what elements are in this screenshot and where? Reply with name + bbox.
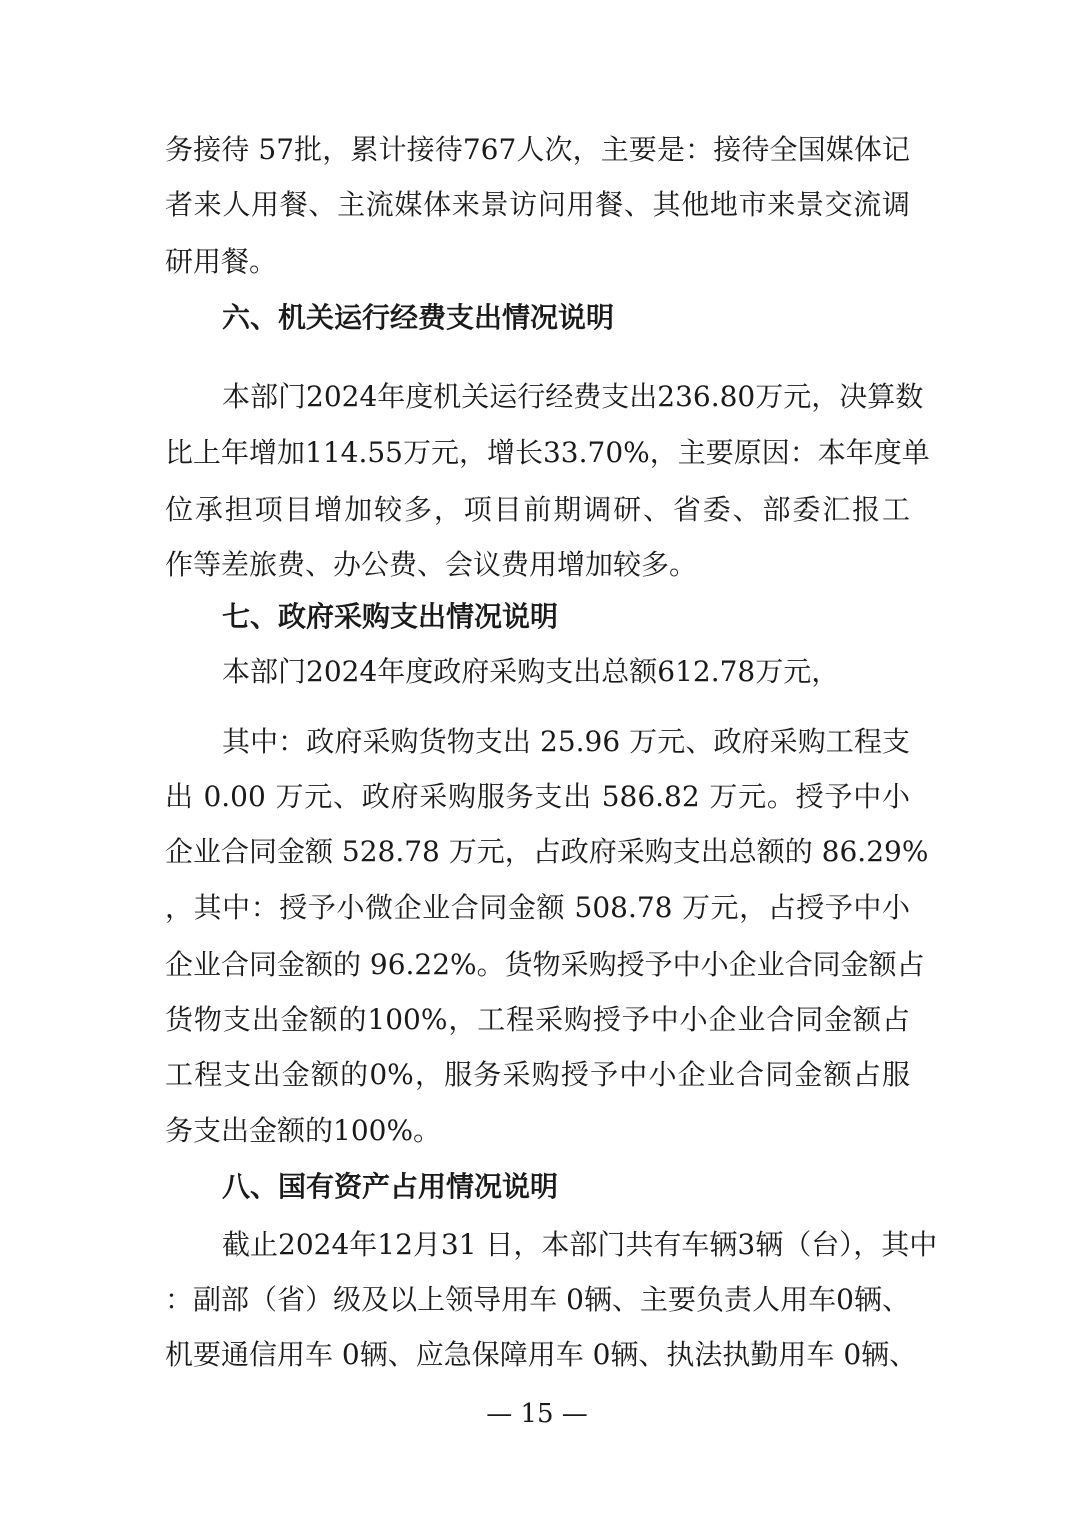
text-line: ，其中：授予小微企业合同金额 508.78 万元，占授予中小 <box>165 891 910 924</box>
text-line: ：副部（省）级及以上领导用车 0辆、主要负责人用车0辆、 <box>165 1283 910 1316</box>
text-line: 位承担项目增加较多，项目前期调研、省委、部委汇报工 <box>165 493 910 526</box>
text-line: 工程支出金额的0%，服务采购授予中小企业合同金额占服 <box>165 1058 910 1091</box>
paragraph-procurement-total: 本部门2024年度政府采购支出总额612.78万元， <box>222 655 840 688</box>
section-heading-7: 七、政府采购支出情况说明 <box>222 600 559 633</box>
text-line: 货物支出金额的100%，工程采购授予中小企业合同金额占 <box>165 1003 910 1036</box>
text-line: 企业合同金额 528.78 万元，占政府采购支出总额的 86.29% <box>165 835 929 868</box>
section-heading-6: 六、机关运行经费支出情况说明 <box>222 301 615 334</box>
text-line: 企业合同金额的 96.22%。货物采购授予中小企业合同金额占 <box>165 948 925 981</box>
text-line: 作等差旅费、办公费、会议费用增加较多。 <box>165 548 698 581</box>
section-heading-8: 八、国有资产占用情况说明 <box>222 1170 559 1203</box>
page-number: — 15 — <box>486 1399 588 1429</box>
text-line: 其中：政府采购货物支出 25.96 万元、政府采购工程支 <box>222 725 910 758</box>
text-line: 出 0.00 万元、政府采购服务支出 586.82 万元。授予中小 <box>165 780 910 813</box>
text-line: 者来人用餐、主流媒体来景访问用餐、其他地市来景交流调 <box>165 188 910 221</box>
text-line: 研用餐。 <box>165 245 278 278</box>
text-line: 务接待 57批，累计接待767人次，主要是：接待全国媒体记 <box>165 133 910 166</box>
text-line: 机要通信用车 0辆、应急保障用车 0辆、执法执勤用车 0辆、 <box>165 1338 918 1371</box>
text-line: 本部门2024年度机关运行经费支出236.80万元，决算数 <box>222 380 924 413</box>
text-line: 务支出金额的100%。 <box>165 1114 442 1147</box>
text-line: 比上年增加114.55万元，增长33.70%，主要原因：本年度单 <box>165 436 930 469</box>
text-line: 截止2024年12月31 日，本部门共有车辆3辆（台），其中 <box>222 1228 938 1261</box>
